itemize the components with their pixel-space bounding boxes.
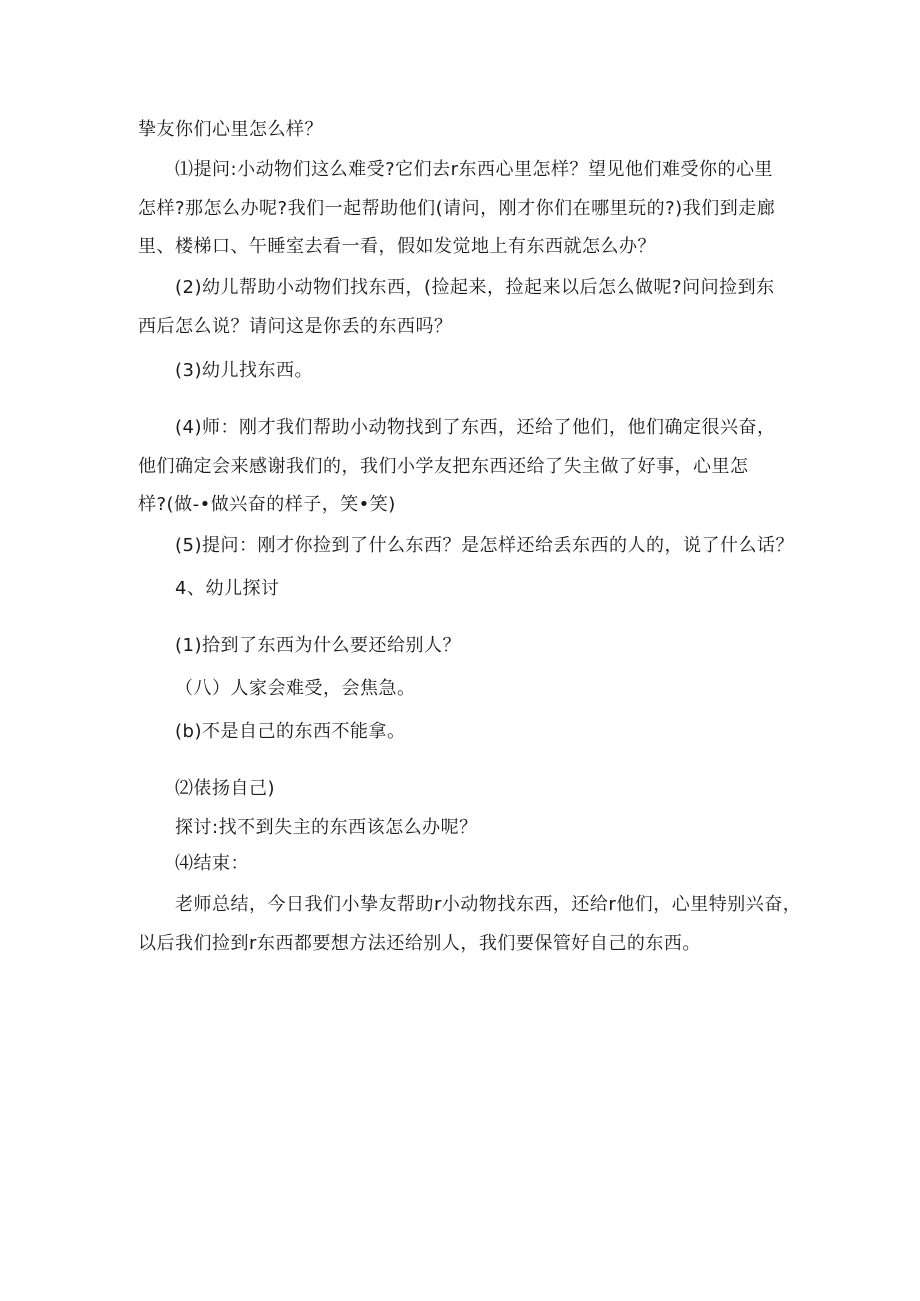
text-line: (b)不是自己的东西不能拿。 xyxy=(175,721,406,742)
section-heading: 4、幼儿探讨 xyxy=(175,578,280,599)
text-line: ⑴提问:小动物们这么难受?它们去r东西心里怎样？望见他们难受你的心里 xyxy=(175,159,774,180)
text-line: 挚友你们心里怎么样？ xyxy=(138,119,323,140)
text-line: 老师总结，今日我们小挚友帮助r小动物找东西，还给r他们，心里特别兴奋， xyxy=(175,894,802,915)
text-line: 西后怎么说？请问这是你丢的东西吗？ xyxy=(138,316,453,337)
text-line: (1)拾到了东西为什么要还给别人？ xyxy=(175,635,461,656)
text-line: 怎样?那怎么办呢?我们一起帮助他们(请问，刚才你们在哪里玩的?)我们到走廊 xyxy=(138,198,776,219)
text-line: 样?(做-•做兴奋的样子，笑•笑) xyxy=(138,494,396,515)
text-line: 探讨:找不到失主的东西该怎么办呢？ xyxy=(175,817,478,838)
text-line: (2)幼儿帮助小动物们找东西，(捡起来，捡起来以后怎么做呢?问问捡到东 xyxy=(175,277,775,298)
text-line: (4)师：刚才我们帮助小动物找到了东西，还给了他们，他们确定很兴奋， xyxy=(175,417,776,438)
text-line: (3)幼儿找东西。 xyxy=(175,360,313,381)
text-line: (5)提问：刚才你捡到了什么东西？是怎样还给丢东西的人的，说了什么话？ xyxy=(175,535,794,556)
text-line: ⑵俵扬自己) xyxy=(175,778,276,799)
text-line: （八）人家会难受，会焦急。 xyxy=(175,678,416,699)
text-line: 以后我们捡到r东西都要想方法还给别人，我们要保管好自己的东西。 xyxy=(138,933,701,954)
text-line: 里、楼梯口、午睡室去看一看，假如发觉地上有东西就怎么办？ xyxy=(138,236,656,257)
section-heading: ⑷结束： xyxy=(175,853,249,874)
text-line: 他们确定会来感谢我们的，我们小学友把东西还给了失主做了好事，心里怎 xyxy=(138,456,749,477)
